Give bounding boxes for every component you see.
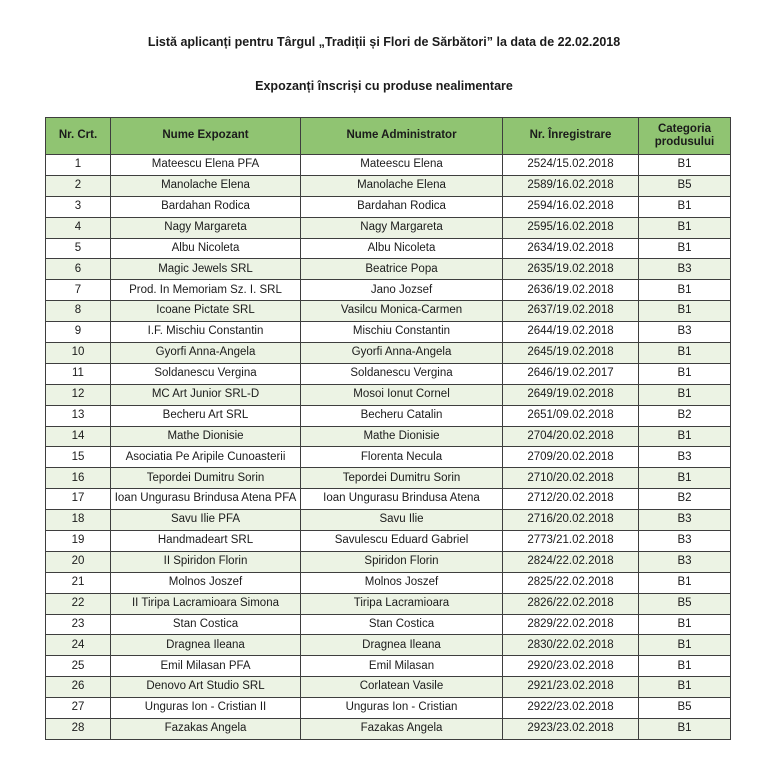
table-row [46, 719, 731, 740]
table-cell-nr-crt: 19 [46, 531, 111, 552]
page-subtitle: Expozanți înscriși cu produse nealimentare [255, 79, 513, 93]
table-row [46, 698, 731, 719]
table-cell-categoria-produsului: B1 [639, 238, 731, 259]
table-cell-nr-crt: 12 [46, 384, 111, 405]
page-title: Listă aplicanți pentru Târgul „Tradiții și Flori de Sărbători” la data de 22.02.2018 [147, 35, 621, 49]
table-cell-nume-expozant: Becheru Art SRL [111, 405, 301, 426]
table-row [46, 489, 731, 510]
table-cell-nume-administrator: Beatrice Popa [301, 259, 503, 280]
table-cell-nume-expozant: Denovo Art Studio SRL [111, 677, 301, 698]
table-row [46, 384, 731, 405]
table-cell-nume-expozant: Handmadeart SRL [111, 531, 301, 552]
table-cell-nume-administrator: Soldanescu Vergina [301, 363, 503, 384]
table-cell-nume-expozant: Savu Ilie PFA [111, 510, 301, 531]
table-cell-nume-administrator: Florenta Necula [301, 447, 503, 468]
table-cell-nr-crt: 23 [46, 614, 111, 635]
table-cell-nr-crt: 11 [46, 363, 111, 384]
table-cell-nr-crt: 24 [46, 635, 111, 656]
table-cell-nume-administrator: Jano Jozsef [301, 280, 503, 301]
table-cell-nume-expozant: I.F. Mischiu Constantin [111, 322, 301, 343]
table-cell-categoria-produsului: B1 [639, 572, 731, 593]
column-header-nr-inregistrare: Nr. Înregistrare [503, 118, 639, 155]
table-cell-nume-expozant: Albu Nicoleta [111, 238, 301, 259]
table-cell-nr-crt: 5 [46, 238, 111, 259]
table-cell-categoria-produsului: B3 [639, 531, 731, 552]
table-cell-nr-crt: 16 [46, 468, 111, 489]
table-row [46, 593, 731, 614]
table-cell-nume-expozant: Mathe Dionisie [111, 426, 301, 447]
table-cell-categoria-produsului: B5 [639, 593, 731, 614]
table-row [46, 656, 731, 677]
table-cell-nume-administrator: Savulescu Eduard Gabriel [301, 531, 503, 552]
table-cell-nr-crt: 25 [46, 656, 111, 677]
table-cell-nume-expozant: Bardahan Rodica [111, 196, 301, 217]
table-cell-categoria-produsului: B1 [639, 656, 731, 677]
table-row [46, 614, 731, 635]
table-cell-nume-expozant: Unguras Ion - Cristian II [111, 698, 301, 719]
table-cell-nume-administrator: Becheru Catalin [301, 405, 503, 426]
table-row [46, 155, 731, 176]
table-cell-categoria-produsului: B1 [639, 155, 731, 176]
table-cell-nume-expozant: Prod. In Memoriam Sz. I. SRL [111, 280, 301, 301]
table-cell-nr-inregistrare: 2634/19.02.2018 [503, 238, 639, 259]
table-cell-nr-inregistrare: 2826/22.02.2018 [503, 593, 639, 614]
table-cell-nume-administrator: Molnos Joszef [301, 572, 503, 593]
table-cell-nr-inregistrare: 2825/22.02.2018 [503, 572, 639, 593]
table-row [46, 405, 731, 426]
table-cell-nr-inregistrare: 2920/23.02.2018 [503, 656, 639, 677]
table-cell-nume-expozant: Mateescu Elena PFA [111, 155, 301, 176]
table-cell-nr-crt: 10 [46, 343, 111, 364]
table-cell-categoria-produsului: B1 [639, 343, 731, 364]
table-cell-nr-crt: 14 [46, 426, 111, 447]
table-cell-nr-crt: 1 [46, 155, 111, 176]
table-row [46, 447, 731, 468]
table-cell-categoria-produsului: B5 [639, 175, 731, 196]
table-row [46, 175, 731, 196]
table-row [46, 468, 731, 489]
column-header-nr-crt: Nr. Crt. [46, 118, 111, 155]
column-header-categoria-produsului: Categoria produsului [639, 118, 731, 155]
table-row [46, 238, 731, 259]
table-cell-nume-administrator: Savu Ilie [301, 510, 503, 531]
table-cell-nume-expozant: Stan Costica [111, 614, 301, 635]
table-cell-nume-administrator: Tepordei Dumitru Sorin [301, 468, 503, 489]
table-cell-categoria-produsului: B3 [639, 551, 731, 572]
table-cell-nr-crt: 13 [46, 405, 111, 426]
table-header-row [46, 118, 731, 155]
table-cell-nr-crt: 26 [46, 677, 111, 698]
table-cell-nr-inregistrare: 2829/22.02.2018 [503, 614, 639, 635]
table-cell-categoria-produsului: B3 [639, 510, 731, 531]
table-cell-nr-crt: 9 [46, 322, 111, 343]
table-cell-nume-expozant: Tepordei Dumitru Sorin [111, 468, 301, 489]
table-cell-nr-crt: 22 [46, 593, 111, 614]
table-cell-nr-inregistrare: 2644/19.02.2018 [503, 322, 639, 343]
table-cell-nr-crt: 2 [46, 175, 111, 196]
table-cell-nr-inregistrare: 2824/22.02.2018 [503, 551, 639, 572]
table-cell-nume-expozant: II Spiridon Florin [111, 551, 301, 572]
table-cell-nume-expozant: Icoane Pictate SRL [111, 301, 301, 322]
table-cell-categoria-produsului: B5 [639, 698, 731, 719]
table-cell-nr-crt: 8 [46, 301, 111, 322]
table-cell-nume-expozant: Fazakas Angela [111, 719, 301, 740]
table-cell-nume-administrator: Ioan Ungurasu Brindusa Atena [301, 489, 503, 510]
table-cell-nume-administrator: Manolache Elena [301, 175, 503, 196]
table-cell-categoria-produsului: B1 [639, 384, 731, 405]
table-cell-nume-expozant: Magic Jewels SRL [111, 259, 301, 280]
table-cell-nr-crt: 7 [46, 280, 111, 301]
table-cell-categoria-produsului: B1 [639, 426, 731, 447]
table-row [46, 280, 731, 301]
table-row [46, 551, 731, 572]
table-cell-nr-inregistrare: 2649/19.02.2018 [503, 384, 639, 405]
table-cell-nume-administrator: Corlatean Vasile [301, 677, 503, 698]
table-row [46, 572, 731, 593]
table-cell-nr-inregistrare: 2636/19.02.2018 [503, 280, 639, 301]
table-cell-categoria-produsului: B1 [639, 719, 731, 740]
table-cell-nume-expozant: Molnos Joszef [111, 572, 301, 593]
table-row [46, 301, 731, 322]
column-header-nume-administrator: Nume Administrator [301, 118, 503, 155]
applicants-table [45, 117, 731, 740]
table-cell-nr-inregistrare: 2594/16.02.2018 [503, 196, 639, 217]
table-cell-categoria-produsului: B1 [639, 635, 731, 656]
table-cell-nume-administrator: Bardahan Rodica [301, 196, 503, 217]
table-cell-nume-administrator: Albu Nicoleta [301, 238, 503, 259]
table-cell-nr-inregistrare: 2710/20.02.2018 [503, 468, 639, 489]
table-cell-nr-crt: 15 [46, 447, 111, 468]
table-cell-categoria-produsului: B2 [639, 405, 731, 426]
table-cell-nume-administrator: Mosoi Ionut Cornel [301, 384, 503, 405]
table-cell-nume-expozant: MC Art Junior SRL-D [111, 384, 301, 405]
table-cell-nume-administrator: Emil Milasan [301, 656, 503, 677]
table-row [46, 531, 731, 552]
table-cell-nr-crt: 18 [46, 510, 111, 531]
table-cell-nr-inregistrare: 2712/20.02.2018 [503, 489, 639, 510]
table-cell-categoria-produsului: B1 [639, 614, 731, 635]
table-cell-nr-inregistrare: 2651/09.02.2018 [503, 405, 639, 426]
table-cell-nr-crt: 21 [46, 572, 111, 593]
table-row [46, 217, 731, 238]
table-cell-nr-inregistrare: 2709/20.02.2018 [503, 447, 639, 468]
table-cell-nr-crt: 6 [46, 259, 111, 280]
table-cell-nr-crt: 17 [46, 489, 111, 510]
table-cell-nr-inregistrare: 2646/19.02.2017 [503, 363, 639, 384]
table-cell-nr-inregistrare: 2524/15.02.2018 [503, 155, 639, 176]
table-cell-nume-administrator: Mathe Dionisie [301, 426, 503, 447]
table-cell-nume-expozant: Ioan Ungurasu Brindusa Atena PFA [111, 489, 301, 510]
table-cell-nume-administrator: Gyorfi Anna-Angela [301, 343, 503, 364]
table-cell-nr-inregistrare: 2922/23.02.2018 [503, 698, 639, 719]
table-cell-categoria-produsului: B1 [639, 677, 731, 698]
table-cell-nr-inregistrare: 2589/16.02.2018 [503, 175, 639, 196]
table-cell-nume-expozant: Emil Milasan PFA [111, 656, 301, 677]
table-cell-nr-inregistrare: 2830/22.02.2018 [503, 635, 639, 656]
table-cell-nume-expozant: Manolache Elena [111, 175, 301, 196]
table-row [46, 259, 731, 280]
table-cell-categoria-produsului: B3 [639, 322, 731, 343]
table-cell-nr-inregistrare: 2716/20.02.2018 [503, 510, 639, 531]
table-cell-nr-inregistrare: 2645/19.02.2018 [503, 343, 639, 364]
table-row [46, 635, 731, 656]
table-cell-nr-inregistrare: 2704/20.02.2018 [503, 426, 639, 447]
table-cell-nr-crt: 20 [46, 551, 111, 572]
table-row [46, 426, 731, 447]
table-cell-nume-expozant: II Tiripa Lacramioara Simona [111, 593, 301, 614]
table-cell-categoria-produsului: B1 [639, 363, 731, 384]
table-cell-nume-expozant: Soldanescu Vergina [111, 363, 301, 384]
table-cell-nr-crt: 4 [46, 217, 111, 238]
table-cell-nume-expozant: Gyorfi Anna-Angela [111, 343, 301, 364]
table-cell-categoria-produsului: B1 [639, 301, 731, 322]
table-cell-categoria-produsului: B2 [639, 489, 731, 510]
table-row [46, 343, 731, 364]
table-row [46, 196, 731, 217]
table-cell-nume-expozant: Asociatia Pe Aripile Cunoasterii [111, 447, 301, 468]
table-cell-categoria-produsului: B1 [639, 280, 731, 301]
table-cell-nume-administrator: Fazakas Angela [301, 719, 503, 740]
table-row [46, 510, 731, 531]
column-header-nume-expozant: Nume Expozant [111, 118, 301, 155]
table-row [46, 363, 731, 384]
table-cell-nr-inregistrare: 2637/19.02.2018 [503, 301, 639, 322]
table-cell-nume-expozant: Dragnea Ileana [111, 635, 301, 656]
table-cell-categoria-produsului: B3 [639, 447, 731, 468]
table-cell-categoria-produsului: B1 [639, 196, 731, 217]
table-cell-nr-inregistrare: 2595/16.02.2018 [503, 217, 639, 238]
table-cell-categoria-produsului: B3 [639, 259, 731, 280]
table-cell-nume-administrator: Dragnea Ileana [301, 635, 503, 656]
table-cell-categoria-produsului: B1 [639, 217, 731, 238]
table-cell-nr-crt: 28 [46, 719, 111, 740]
table-cell-nume-administrator: Mateescu Elena [301, 155, 503, 176]
table-row [46, 677, 731, 698]
table-cell-nr-crt: 3 [46, 196, 111, 217]
table-cell-nume-administrator: Tiripa Lacramioara [301, 593, 503, 614]
table-cell-nr-inregistrare: 2923/23.02.2018 [503, 719, 639, 740]
table-row [46, 322, 731, 343]
table-cell-nr-inregistrare: 2773/21.02.2018 [503, 531, 639, 552]
table-cell-nume-administrator: Unguras Ion - Cristian [301, 698, 503, 719]
table-cell-nr-crt: 27 [46, 698, 111, 719]
table-cell-nume-administrator: Mischiu Constantin [301, 322, 503, 343]
table-cell-nume-administrator: Stan Costica [301, 614, 503, 635]
table-cell-nume-administrator: Nagy Margareta [301, 217, 503, 238]
table-cell-nume-administrator: Spiridon Florin [301, 551, 503, 572]
table-cell-nume-administrator: Vasilcu Monica-Carmen [301, 301, 503, 322]
table-cell-categoria-produsului: B1 [639, 468, 731, 489]
table-cell-nr-inregistrare: 2921/23.02.2018 [503, 677, 639, 698]
table-cell-nume-expozant: Nagy Margareta [111, 217, 301, 238]
table-cell-nr-inregistrare: 2635/19.02.2018 [503, 259, 639, 280]
